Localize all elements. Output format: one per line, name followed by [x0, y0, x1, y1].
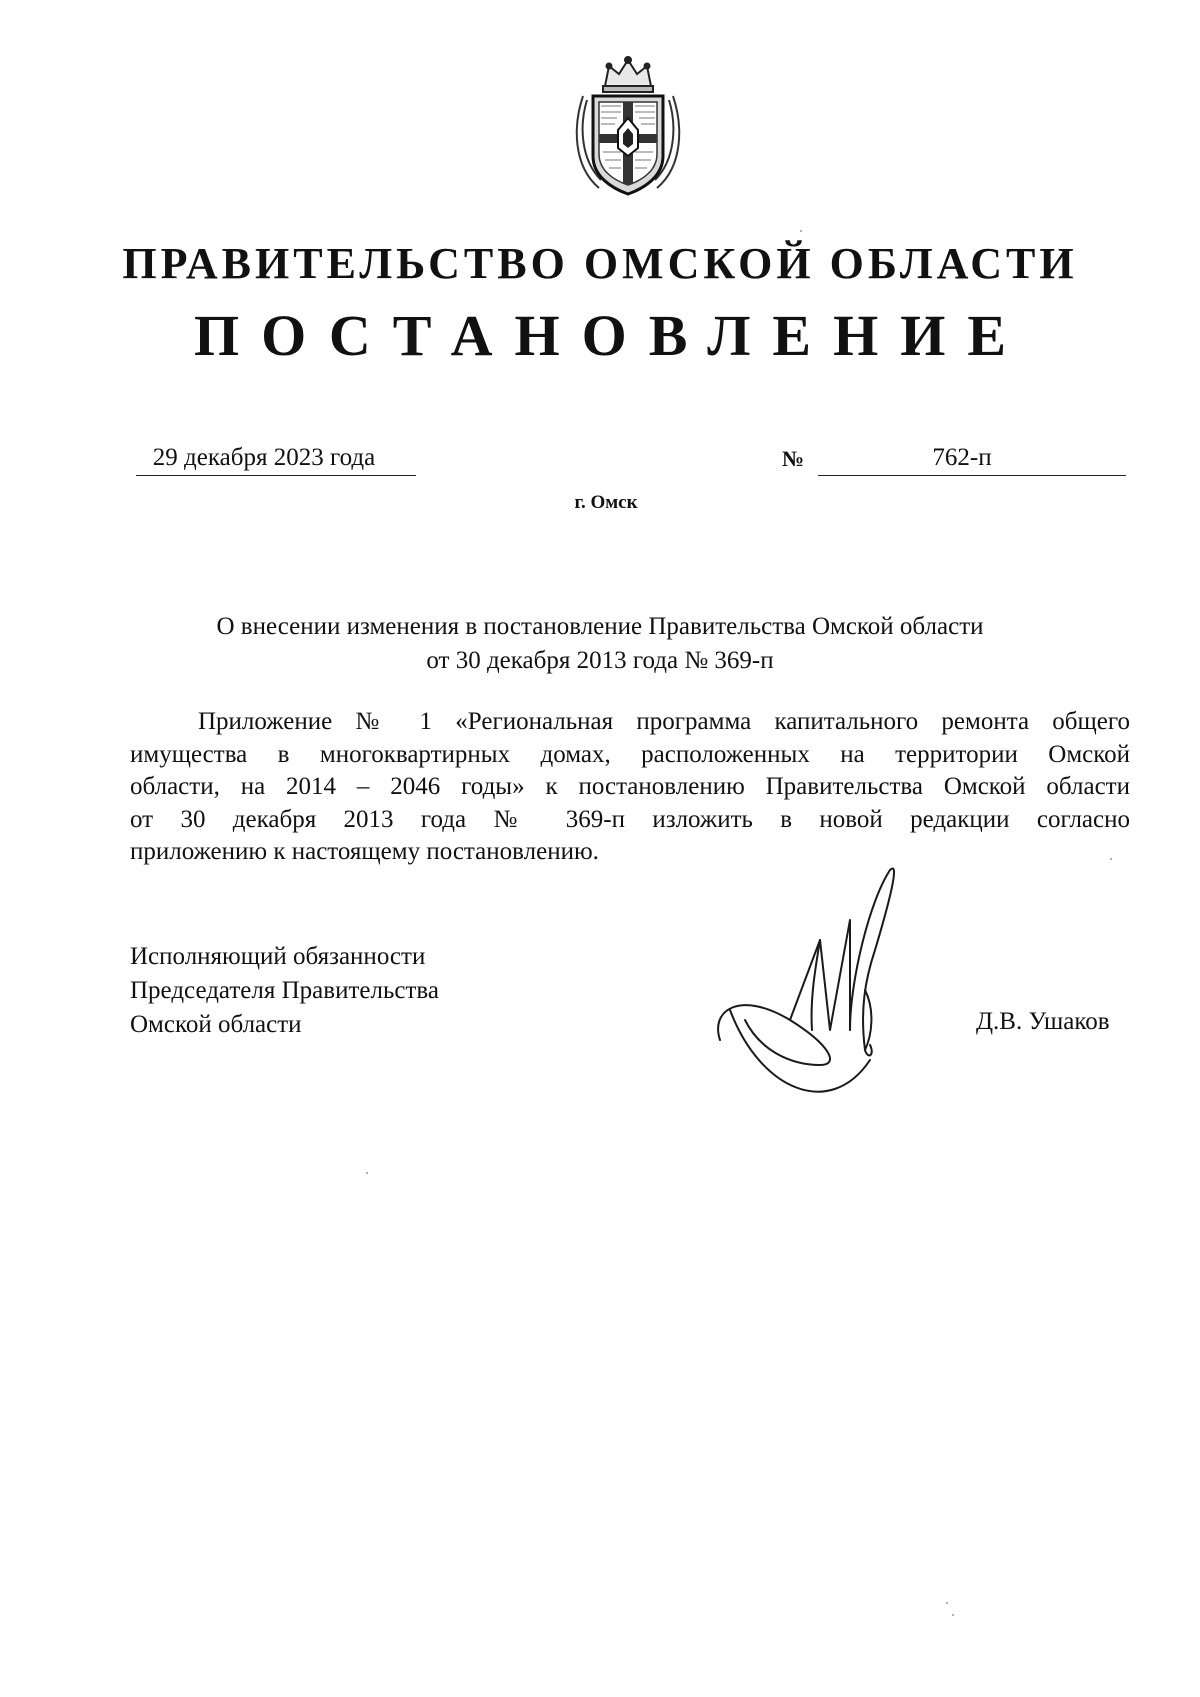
scan-speck: [366, 1172, 368, 1174]
document-date: 29 декабря 2023 года: [136, 440, 416, 476]
scan-speck: [800, 230, 802, 232]
coat-of-arms-icon: [569, 56, 687, 198]
body-line: имущества в многоквартирных домах, расположенных на территории Омской: [130, 740, 1130, 768]
signer-title-line: Омской области: [130, 1011, 302, 1038]
body-line: Приложение № 1 «Региональная программа капитального ремонта общего: [198, 708, 1130, 735]
handwritten-signature-icon: [700, 860, 960, 1130]
number-sign: №: [782, 446, 805, 471]
body-line: области, на 2014 – 2046 годы» к постановлению Правительства Омской области: [130, 773, 1130, 800]
signer-title-line: Председателя Правительства: [130, 977, 439, 1004]
body-line: приложению к настоящему постановлению.: [130, 838, 599, 865]
signer-title: [130, 940, 439, 1042]
body-line: от 30 декабря 2013 года № 369-п изложить в новой редакции согласно: [130, 805, 1130, 833]
signer-title-line: Исполняющий обязанности: [130, 943, 426, 970]
signer-name: Д.В. Ушаков: [976, 1008, 1110, 1035]
document-number: 762-п: [818, 440, 1126, 476]
subject-line: от 30 декабря 2013 года № 369-п: [426, 647, 774, 674]
scan-speck: [952, 1614, 954, 1616]
scan-speck: [946, 1602, 948, 1604]
city-label: г. Омск: [574, 492, 638, 513]
document-type-title: ПОСТАНОВЛЕНИЕ: [193, 303, 1029, 368]
document-body: [130, 706, 1130, 869]
organization-title: ПРАВИТЕЛЬСТВО ОМСКОЙ ОБЛАСТИ: [122, 239, 1078, 288]
document-subject: [150, 610, 1050, 678]
scan-speck: [1110, 858, 1112, 860]
subject-line: О внесении изменения в постановление Правительства Омской области: [216, 613, 984, 640]
